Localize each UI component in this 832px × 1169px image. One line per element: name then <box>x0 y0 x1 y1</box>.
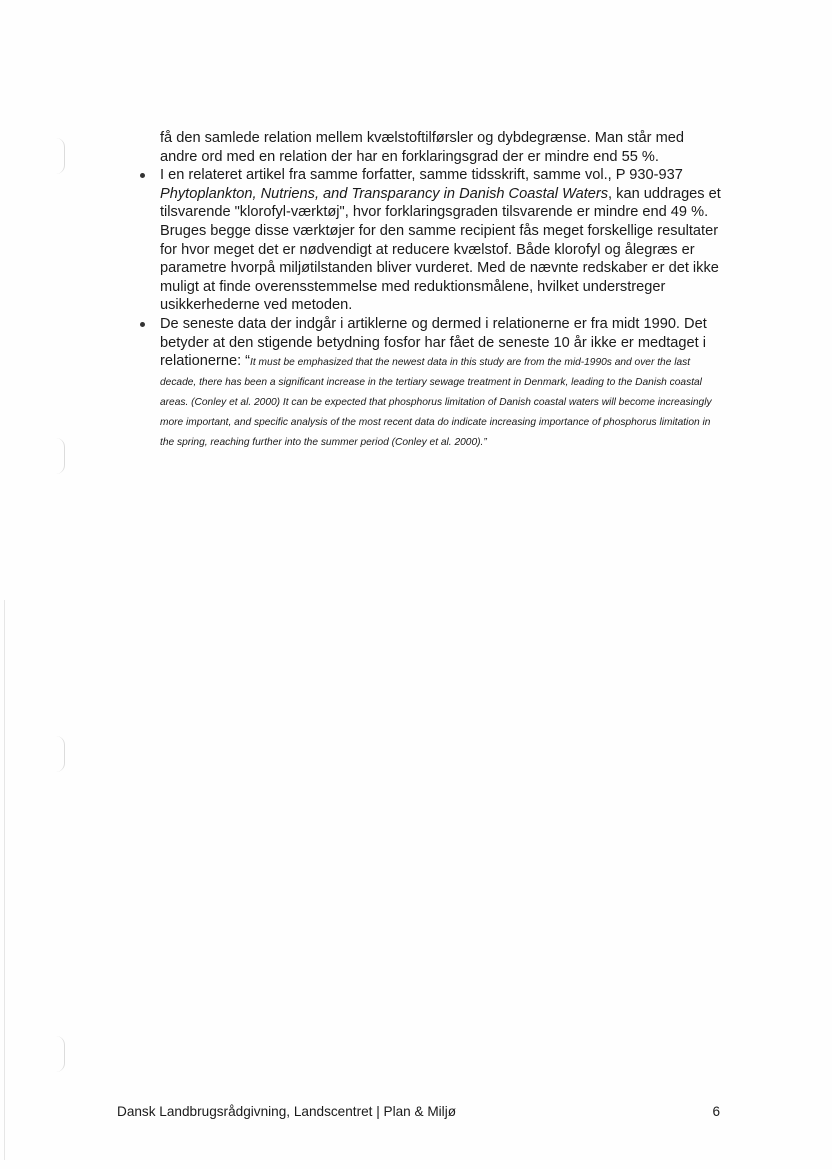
bullet-text: De seneste data der indgår i artiklerne og dermed i relationerne er fra midt 1990. Det betyder at den stigende betydning fosfor har fået de seneste 10 år ikke er medtaget i relationerne: “ <box>160 315 707 370</box>
bullet-item-related-article <box>160 166 725 315</box>
bullet-text: I en relateret artikel fra samme forfatter, samme tidsskrift, samme vol., P 930-937 <box>160 167 683 184</box>
page-number: 6 <box>712 1104 720 1119</box>
bullet-list <box>160 166 725 452</box>
bullet-dot-icon <box>140 173 145 178</box>
binder-hole-mark <box>56 1036 65 1072</box>
bullet-item-recent-data <box>160 315 725 452</box>
body-text <box>160 129 725 452</box>
footer-organization: Dansk Landbrugsrådgivning, Landscentret | Plan & Miljø <box>117 1104 457 1119</box>
binder-hole-mark <box>56 438 65 474</box>
binder-hole-mark <box>56 736 65 772</box>
bullet-text: , kan uddrages et tilsvarende "klorofyl-værktøj", hvor forklaringsgraden tilsvarende er mindre end 49 %. Bruges begge disse værktøjer for den samme recipient fås meget forskellige resultater for hvor meget det er nødvendigt at reducere kvælstof. Både klorofyl og ålegræs er parametre hvorpå miljøtilstanden bliver vurderet. Med de nævnte redskaber er det ikke muligt at finde overensstemmelse med reduktionsmålene, hvilket understreger usikkerhederne ved metoden. <box>160 185 721 314</box>
english-quote: It must be emphasized that the newest data in this study are from the mid-1990s and over the last decade, there has been a significant increase in the tertiary sewage treatment in Denmark, leading to the Danish coastal areas. (Conley et al. 2000) It can be expected that phosphorus limitation of Danish coastal waters will become increasingly more important, and specific analysis of the most recent data do indicate increasing importance of phosphorus limitation in the spring, reaching further into the summer period (Conley et al. 2000). <box>160 357 712 449</box>
binder-hole-mark <box>56 138 65 174</box>
closing-quote-mark: ” <box>483 437 487 449</box>
bullet-dot-icon <box>140 322 145 327</box>
article-title: Phytoplankton, Nutriens, and Transparancy in Danish Coastal Waters <box>160 185 609 202</box>
scan-edge-line <box>4 600 5 1160</box>
page-footer <box>117 1104 720 1119</box>
continuation-paragraph: få den samlede relation mellem kvælstoftilførsler og dybdegrænse. Man står med andre ord med en relation der har en forklaringsgrad der er mindre end 55 %. <box>160 130 684 165</box>
